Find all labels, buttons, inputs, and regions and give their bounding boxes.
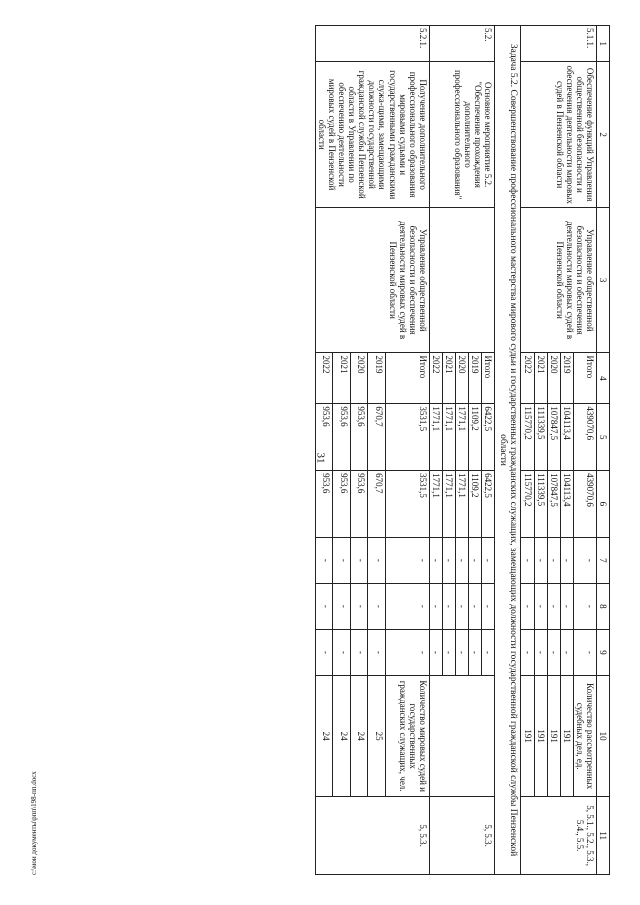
value-cell: 953,6 [350, 404, 367, 471]
table-row [385, 26, 429, 875]
header-cell: 1 [596, 26, 609, 62]
year-cell: 2022 [429, 353, 442, 404]
value-cell: - [385, 537, 429, 583]
value-cell: - [560, 583, 573, 629]
value-cell: - [315, 537, 332, 583]
executor: Управление общественной безопасности и обеспечения деятельности мировых судей в Пензенской области [521, 207, 596, 353]
year-cell: 2019 [368, 353, 385, 404]
header-cell: 9 [596, 629, 609, 675]
executor [429, 207, 494, 353]
value-cell: - [442, 583, 455, 629]
value-cell: 670,7 [368, 471, 385, 538]
value-cell: - [547, 583, 560, 629]
value-cell: - [429, 537, 442, 583]
section-row [495, 26, 521, 875]
value-cell: 191 [521, 676, 534, 797]
header-cell: 7 [596, 537, 609, 583]
value-cell: - [350, 583, 367, 629]
value-cell: - [455, 629, 468, 675]
value-cell: - [482, 583, 495, 629]
value-cell: 953,6 [333, 471, 350, 538]
value-cell: - [521, 583, 534, 629]
value-cell: - [482, 537, 495, 583]
year-cell: 2020 [547, 353, 560, 404]
file-path: c:\мои документы\рпп\198-пп.docx [30, 771, 38, 875]
indicator-codes: 5, 5.1., 5.2., 5.3., 5.4., 5.5. [521, 797, 596, 875]
year-cell: Итого [573, 353, 596, 404]
header-cell: 10 [596, 676, 609, 797]
value-cell: - [573, 537, 596, 583]
value-cell: 3531,5 [385, 471, 429, 538]
value-cell: 1771,1 [429, 471, 442, 538]
year-cell: 2021 [442, 353, 455, 404]
value-cell: 439070,6 [573, 404, 596, 471]
value-cell: 107847,5 [547, 471, 560, 538]
value-cell: - [560, 537, 573, 583]
value-cell: 24 [315, 676, 332, 797]
row-number: 5.1.1. [521, 26, 596, 62]
value-cell: - [469, 629, 482, 675]
value-cell: 191 [560, 676, 573, 797]
header-cell: 4 [596, 353, 609, 404]
value-cell: - [521, 537, 534, 583]
indicator-name: Количество рассмотренных судебных дел, ед. [573, 676, 596, 797]
header-row [596, 26, 609, 875]
value-cell: - [385, 629, 429, 675]
value-cell: - [350, 537, 367, 583]
value-cell: - [333, 537, 350, 583]
header-cell: 3 [596, 207, 609, 353]
value-cell: - [315, 629, 332, 675]
year-cell: 2020 [455, 353, 468, 404]
indicator-codes: 5, 5.3. [315, 797, 429, 875]
value-cell: 670,7 [368, 404, 385, 471]
value-cell: - [368, 583, 385, 629]
value-cell: - [547, 537, 560, 583]
year-cell: 2021 [534, 353, 547, 404]
value-cell: - [368, 537, 385, 583]
value-cell: 953,6 [333, 404, 350, 471]
indicator-codes: 5, 5.3. [429, 797, 494, 875]
value-cell: - [442, 537, 455, 583]
value-cell: - [429, 583, 442, 629]
value-cell: - [455, 583, 468, 629]
value-cell: - [429, 629, 442, 675]
indicator-name [429, 676, 494, 797]
value-cell: 6422,5 [482, 404, 495, 471]
indicator-name: Количество мировых судей и государственных гражданских служащих, чел. [385, 676, 429, 797]
value-cell: - [560, 629, 573, 675]
value-cell: - [534, 537, 547, 583]
value-cell: - [482, 629, 495, 675]
header-cell: 5 [596, 404, 609, 471]
value-cell: - [315, 583, 332, 629]
value-cell: - [573, 629, 596, 675]
year-cell: Итого [482, 353, 495, 404]
year-cell: 2021 [333, 353, 350, 404]
program-table [315, 25, 610, 875]
header-cell: 11 [596, 797, 609, 875]
value-cell: 6422,5 [482, 471, 495, 538]
measure-name: Получение дополнительного профессионального образования мировыми судьями и государственными гражданскими служа-щими, замещающими должности государственной гражданской службы Пензенской области в Управлении по обеспечению деятельности мировых судей в Пензенской области [315, 62, 429, 208]
value-cell: 111339,5 [534, 471, 547, 538]
value-cell: 3531,5 [385, 404, 429, 471]
year-cell: 2022 [521, 353, 534, 404]
value-cell: - [368, 629, 385, 675]
year-cell: 2020 [350, 353, 367, 404]
executor: Управление общественной безопасности и обеспечения деятельности мировых судей в Пензенской области [315, 207, 429, 353]
task-heading: Задача 5.2. Совершенствование профессионального мастерства мирового судьи и государственных гражданских служащих, замещающих должности государственной гражданской службы Пензенской области [495, 26, 521, 875]
value-cell: - [333, 629, 350, 675]
value-cell: 953,6 [350, 471, 367, 538]
header-cell: 6 [596, 471, 609, 538]
measure-name: Основное мероприятие 5.2. "Обеспечение прохождения дополнительного профессионального образования" [429, 62, 494, 208]
value-cell: - [521, 629, 534, 675]
header-cell: 8 [596, 583, 609, 629]
value-cell: 111339,5 [534, 404, 547, 471]
table-row [573, 26, 596, 875]
value-cell: - [534, 629, 547, 675]
value-cell: 104113,4 [560, 471, 573, 538]
value-cell: - [333, 583, 350, 629]
row-number: 5.2. [429, 26, 494, 62]
value-cell: 439070,6 [573, 471, 596, 538]
value-cell: - [350, 629, 367, 675]
value-cell: 953,6 [315, 404, 332, 471]
rotated-table-page [100, 25, 610, 875]
measure-name: Обеспечение функций Управления общественной безопасности и обеспечения деятельности мировых судей в Пензенской области [521, 62, 596, 208]
value-cell: 104113,4 [560, 404, 573, 471]
year-cell: 2019 [560, 353, 573, 404]
value-cell: - [469, 537, 482, 583]
value-cell: 953,6 [315, 471, 332, 538]
value-cell: 115770,2 [521, 404, 534, 471]
value-cell: 24 [350, 676, 367, 797]
value-cell: - [385, 583, 429, 629]
value-cell: - [455, 537, 468, 583]
value-cell: 1109,2 [469, 471, 482, 538]
value-cell: 25 [368, 676, 385, 797]
value-cell: 24 [333, 676, 350, 797]
value-cell: 1771,1 [442, 471, 455, 538]
value-cell: 1771,1 [442, 404, 455, 471]
page-number: 31 [314, 452, 326, 464]
value-cell: 107847,5 [547, 404, 560, 471]
value-cell: 191 [534, 676, 547, 797]
row-number: 5.2.1. [315, 26, 429, 62]
year-cell: Итого [385, 353, 429, 404]
value-cell: 115770,2 [521, 471, 534, 538]
value-cell: 191 [547, 676, 560, 797]
year-cell: 2022 [315, 353, 332, 404]
value-cell: - [547, 629, 560, 675]
value-cell: - [534, 583, 547, 629]
value-cell: 1109,2 [469, 404, 482, 471]
value-cell: 1771,1 [455, 404, 468, 471]
value-cell: 1771,1 [455, 471, 468, 538]
value-cell: 1771,1 [429, 404, 442, 471]
value-cell: - [442, 629, 455, 675]
value-cell: - [469, 583, 482, 629]
value-cell: - [573, 583, 596, 629]
year-cell: 2019 [469, 353, 482, 404]
table-row [482, 26, 495, 875]
header-cell: 2 [596, 62, 609, 208]
